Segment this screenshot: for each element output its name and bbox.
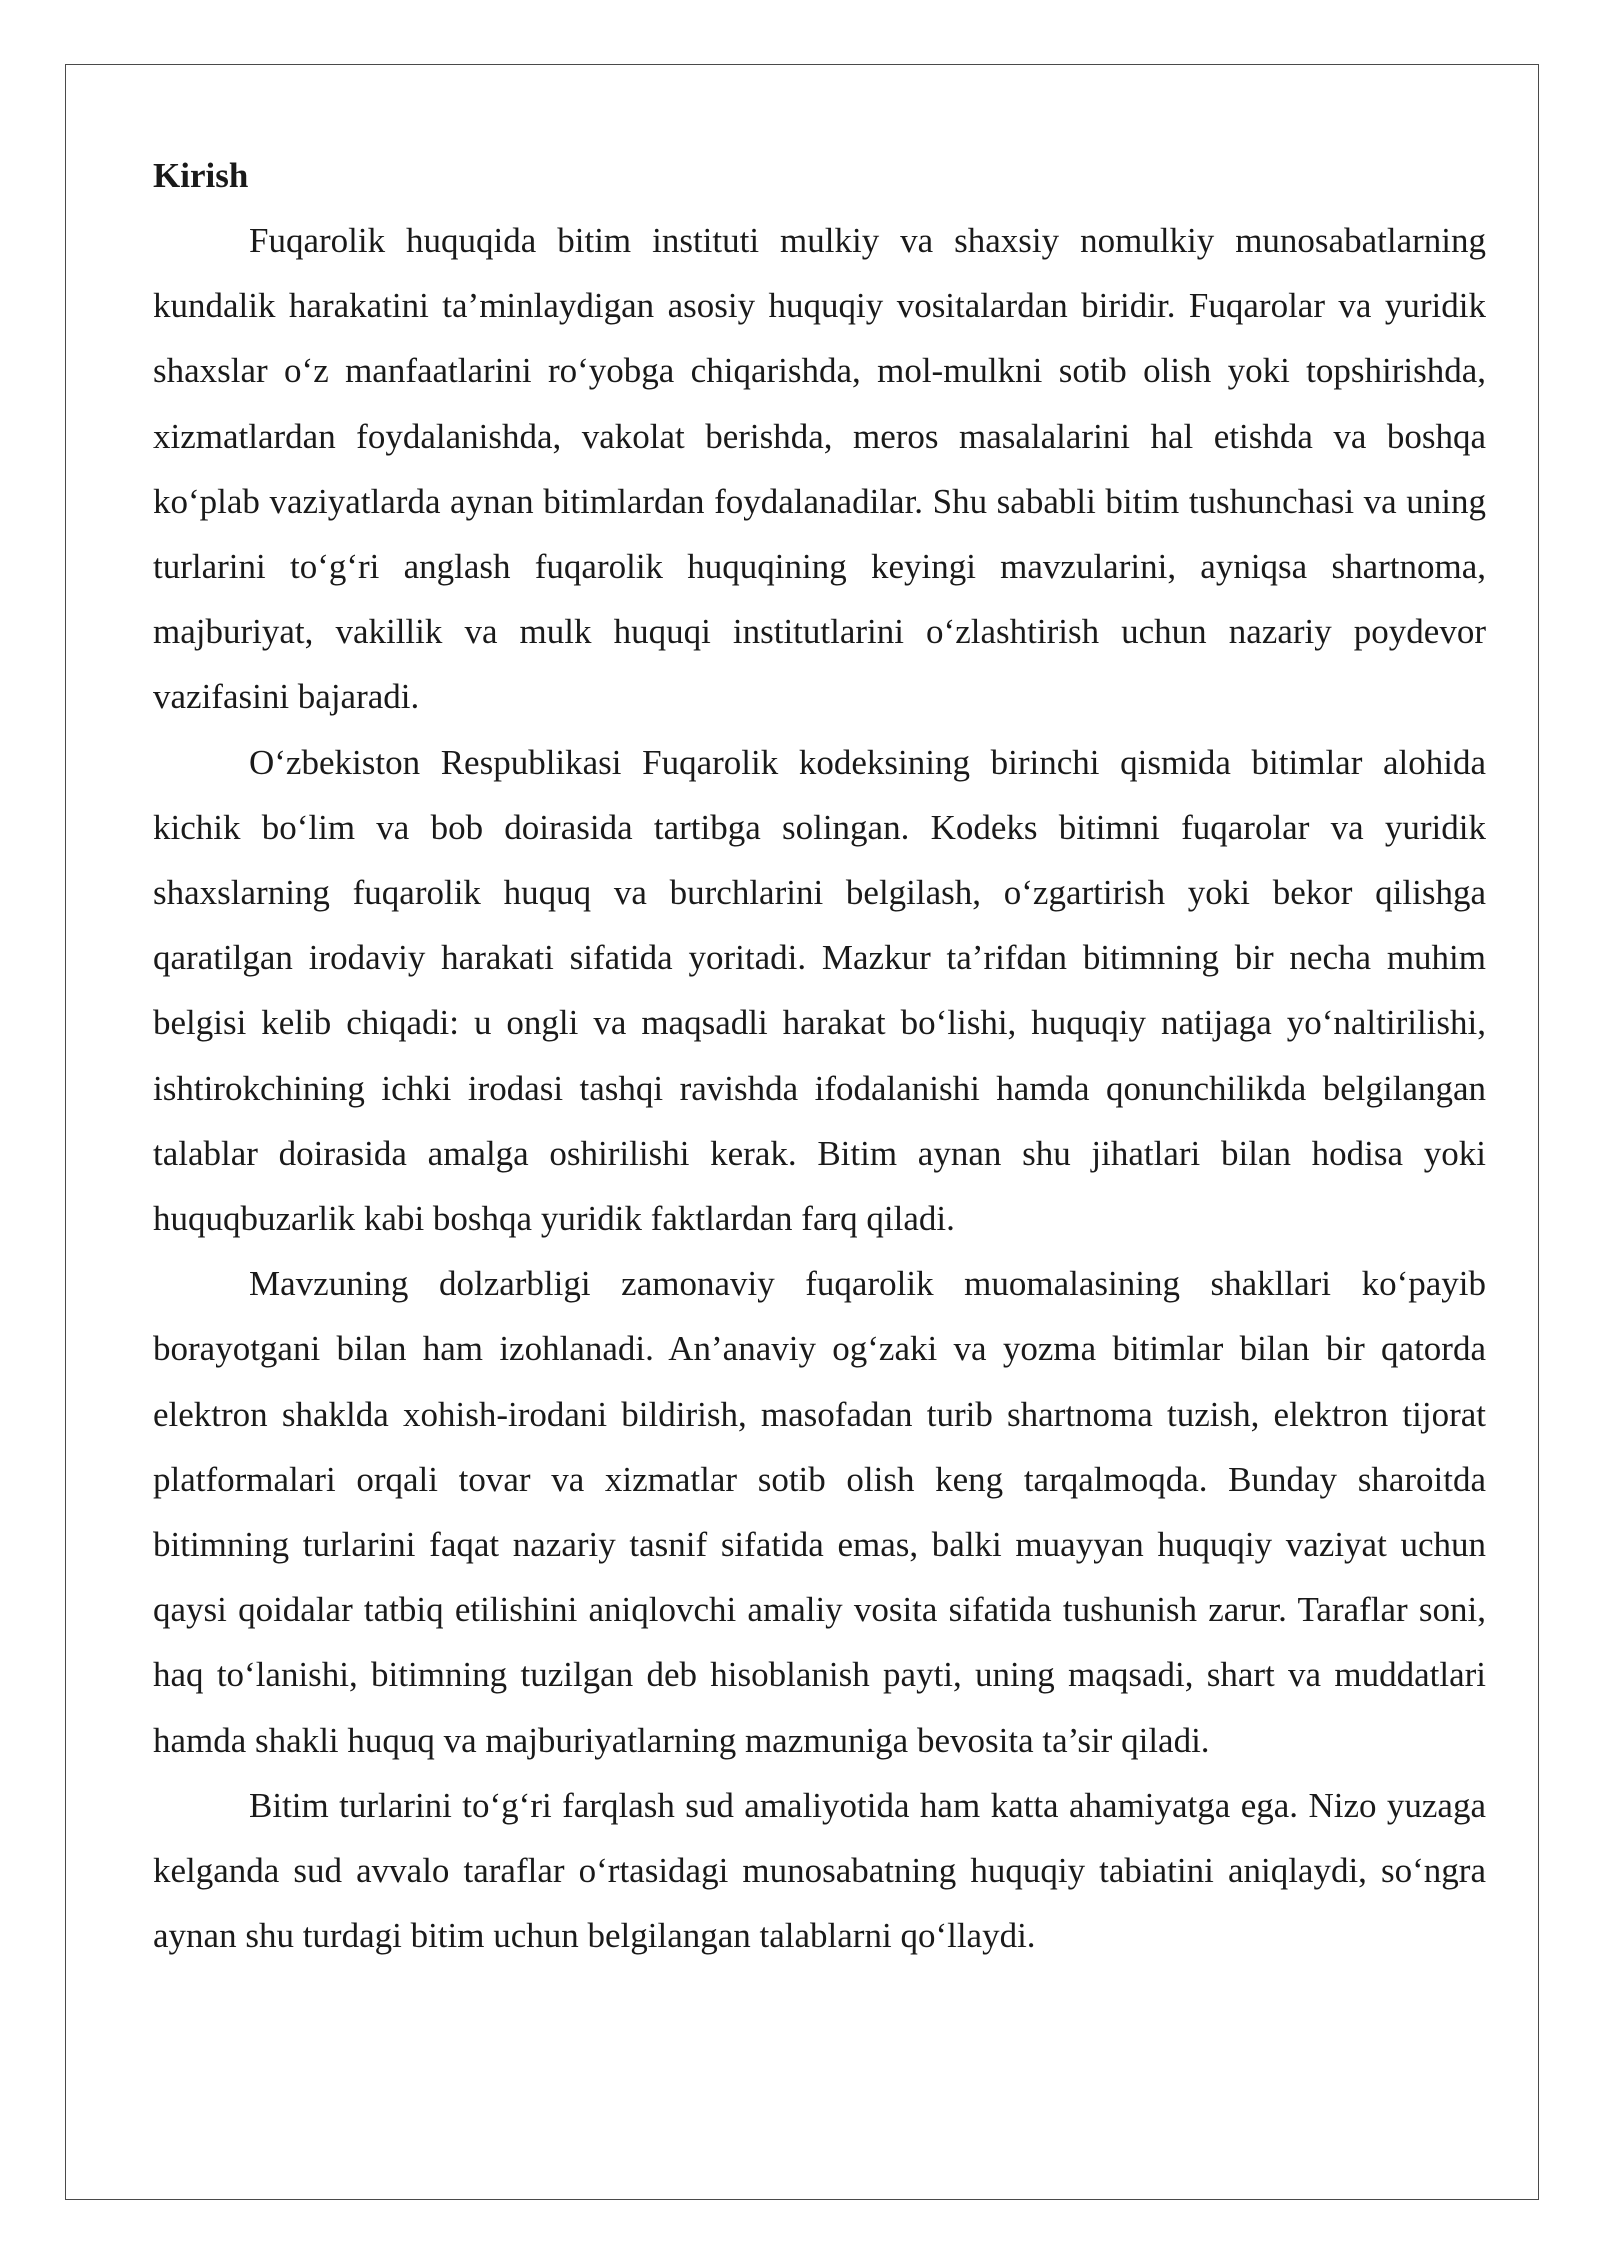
- paragraph-4: Bitim turlarini to‘g‘ri farqlash sud amaliyotida ham katta ahamiyatga ega. Nizo yuzaga kelganda sud avvalo taraflar o‘rtasidagi munosabatning huquqiy tabiatini aniqlaydi, so‘ngra aynan shu turdagi bitim uchun belgilangan talablarni qo‘llaydi.: [153, 1785, 1486, 1956]
- paragraph-3: Mavzuning dolzarbligi zamonaviy fuqarolik muomalasining shakllari ko‘payib borayotgani bilan ham izohlanadi. An’anaviy og‘zaki va yozma bitimlar bilan bir qatorda elektron shaklda xohish-irodani bildirish, masofadan turib shartnoma tuzish, elektron tijorat platformalari orqali tovar va xizmatlar sotib olish keng tarqalmoqda. Bunday sharoitda bitimning turlarini faqat nazariy tasnif sifatida emas, balki muayyan huquqiy vaziyat uchun qaysi qoidalar tatbiq etilishini aniqlovchi amaliy vosita sifatida tushunish zarur. Taraflar soni, haq to‘lanishi, bitimning tuzilgan deb hisoblanish payti, uning maqsadi, shart va muddatlari hamda shakli huquq va majburiyatlarning mazmuniga bevosita ta’sir qiladi.: [153, 1264, 1486, 1760]
- paragraph-1: Fuqarolik huquqida bitim instituti mulkiy va shaxsiy nomulkiy munosabatlarning kundalik harakatini ta’minlaydigan asosiy huquqiy vositalardan biridir. Fuqarolar va yuridik shaxslar o‘z manfaatlarini ro‘yobga chiqarishda, mol-mulkni sotib olish yoki topshirishda, xizmatlardan foydalanishda, vakolat berishda, meros masalalarini hal etishda va boshqa ko‘plab vaziyatlarda aynan bitimlardan foydalanadilar. Shu sababli bitim tushunchasi va uning turlarini to‘g‘ri anglash fuqarolik huquqining keyingi mavzularini, ayniqsa shartnoma, majburiyat, vakillik va mulk huquqi institutlarini o‘zlashtirish uchun nazariy poydevor vazifasini bajaradi.: [153, 221, 1486, 717]
- document-body: [153, 143, 1486, 1968]
- paragraph-2: O‘zbekiston Respublikasi Fuqarolik kodeksining birinchi qismida bitimlar alohida kichik bo‘lim va bob doirasida tartibga solingan. Kodeks bitimni fuqarolar va yuridik shaxslarning fuqarolik huquq va burchlarini belgilash, o‘zgartirish yoki bekor qilishga qaratilgan irodaviy harakati sifatida yoritadi. Mazkur ta’rifdan bitimning bir necha muhim belgisi kelib chiqadi: u ongli va maqsadli harakat bo‘lishi, huquqiy natijaga yo‘naltirilishi, ishtirokchining ichki irodasi tashqi ravishda ifodalanishi hamda qonunchilikda belgilangan talablar doirasida amalga oshirilishi kerak. Bitim aynan shu jihatlari bilan hodisa yoki huquqbuzarlik kabi boshqa yuridik faktlardan farq qiladi.: [153, 742, 1486, 1239]
- section-heading: Kirish: [153, 156, 249, 195]
